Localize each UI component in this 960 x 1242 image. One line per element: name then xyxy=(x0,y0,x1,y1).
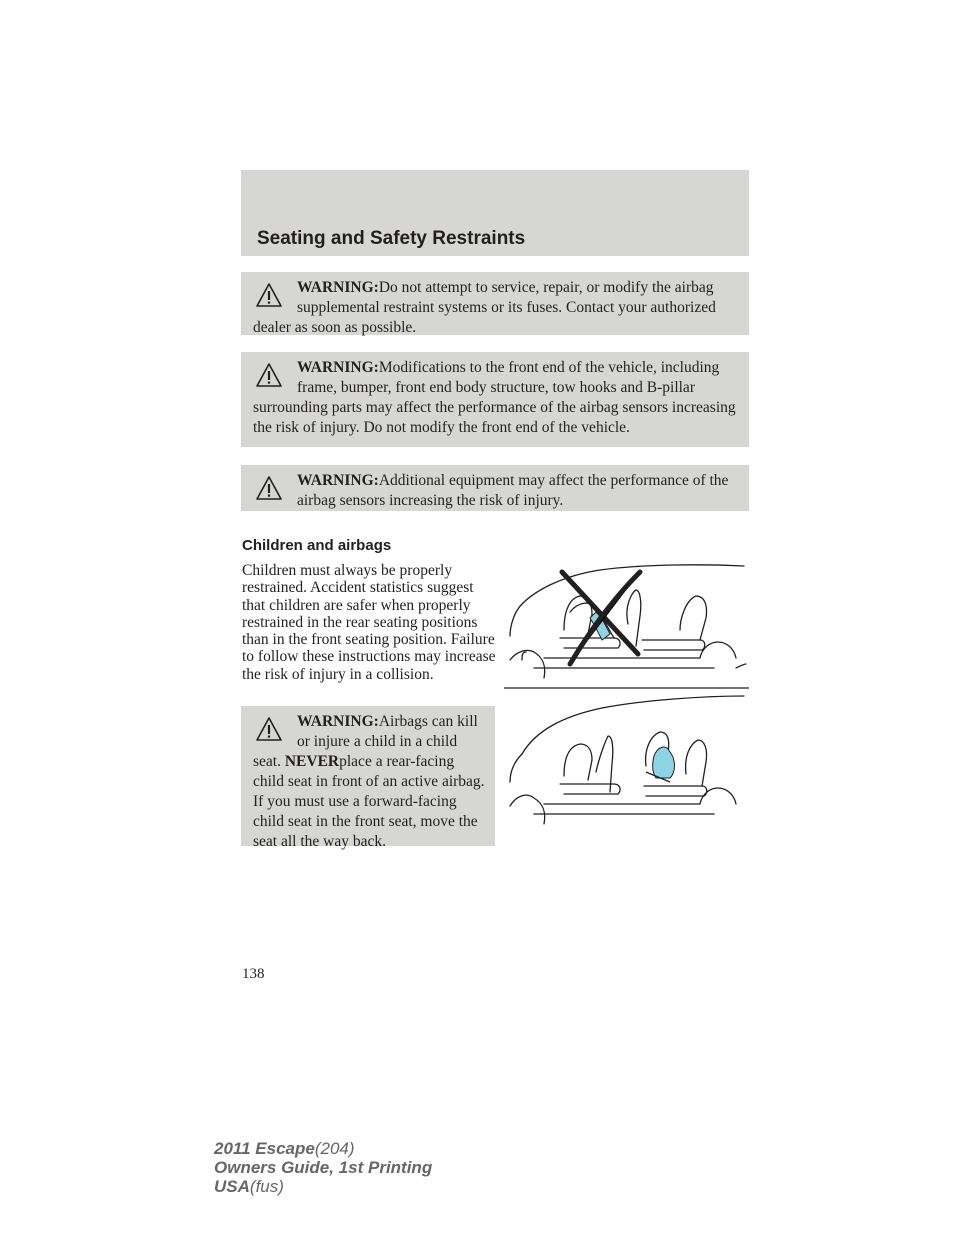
footer-region-code: (fus) xyxy=(249,1177,284,1196)
footer-model: 2011 Escape xyxy=(214,1139,315,1158)
section-title: Seating and Safety Restraints xyxy=(257,228,526,249)
children-airbags-heading: Children and airbags xyxy=(242,537,392,554)
warning-box xyxy=(241,352,749,447)
warning-icon xyxy=(255,361,283,389)
warning-label: WARNING: xyxy=(297,359,379,376)
warning-icon xyxy=(255,474,283,502)
section-header xyxy=(241,170,749,256)
warning-text: Additional equipment may affect the performance of the airbag sensors increasing the risk of injury. xyxy=(297,472,729,509)
warning-label: WARNING: xyxy=(297,472,379,489)
page-number: 138 xyxy=(242,966,265,982)
footer-guide: Owners Guide, 1st Printing xyxy=(214,1158,433,1177)
child-seat-warning-box xyxy=(241,706,495,850)
warning-icon xyxy=(255,281,283,309)
footer-model-code: (204) xyxy=(314,1139,355,1158)
footer-region: USA xyxy=(214,1177,250,1196)
warning-label: WARNING: xyxy=(297,279,379,296)
children-airbags-paragraph: Children must always be properly restrained. Accident statistics suggest that children are safer when properly restrained in the rear seating positions than in the front seating position. Failure to follow these instructions may increase the risk of injury in a collision. xyxy=(242,562,496,683)
warning-text: Do not attempt to service, repair, or modify the airbag supplemental restraint systems or its fuses. Contact your authorized dealer as soon as possible. xyxy=(253,279,716,336)
child-seat-airbag-illustration xyxy=(504,560,749,838)
warning-icon xyxy=(255,715,283,743)
print-footer xyxy=(214,1139,432,1196)
never-emphasis: NEVER xyxy=(284,753,340,770)
warning-box xyxy=(241,465,749,511)
warning-text: Modifications to the front end of the vehicle, including frame, bumper, front end body structure, tow hooks and B-pillar surrounding parts may affect the performance of the airbag sensors increasing the risk of injury. Do not modify the front end of the vehicle. xyxy=(253,359,736,436)
warning-label: WARNING: xyxy=(297,713,379,730)
warning-text: Airbags can kill or injure a child in a child seat. xyxy=(253,713,478,770)
warning-box xyxy=(241,272,749,335)
warning-text-continued: place a rear-facing child seat in front of an active airbag. If you must use a forward-facing child seat in the front seat, move the seat all the way back. xyxy=(253,753,485,850)
